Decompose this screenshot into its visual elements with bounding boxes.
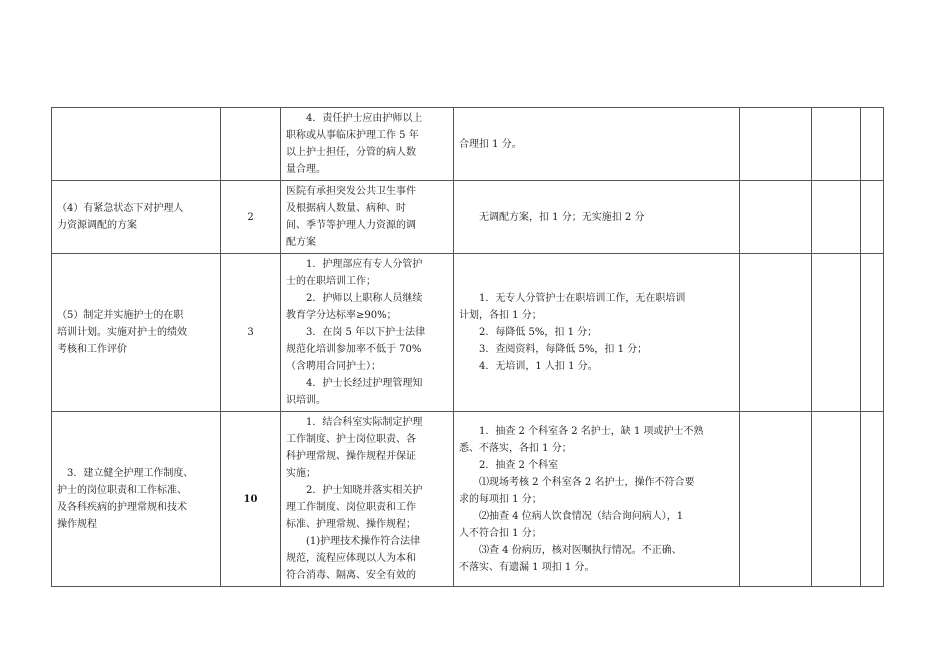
standard-line: 标准、护理常规、操作规程； xyxy=(286,519,416,530)
standard-line: 理工作制度、岗位职责和工作 xyxy=(286,502,416,513)
method-line: ⑶查 4 份病历，核对医嘱执行情况。不正确、 xyxy=(479,544,682,556)
table-row xyxy=(52,254,884,412)
standard-cell xyxy=(281,254,454,412)
method-line: 无调配方案，扣 1 分；无实施扣 2 分 xyxy=(479,211,645,223)
standard-line: 配方案 xyxy=(286,237,316,248)
standard-line: 间、季节等护理人力资源的调 xyxy=(286,220,416,231)
standard-line: 职称或从事临床护理工作 5 年 xyxy=(286,130,419,141)
evaluation-table xyxy=(51,107,884,587)
standard-line: 以上护士担任，分管的病人数 xyxy=(286,147,416,158)
standard-line: 4．护士长经过护理管理知 xyxy=(306,378,423,389)
method-line: 计划，各扣 1 分； xyxy=(459,310,542,321)
blank-cell xyxy=(740,181,812,254)
standard-line: (1)护理技术操作符合法律 xyxy=(306,536,421,547)
score-cell xyxy=(221,108,281,181)
item-line: 力资源调配的方案 xyxy=(57,220,137,231)
method-line: 2．抽查 2 个科室 xyxy=(479,459,559,471)
standard-line: 医院有承担突发公共卫生事件 xyxy=(286,186,416,197)
method-line: 悉、不落实，各扣 1 分； xyxy=(459,442,572,454)
item-cell xyxy=(52,254,221,412)
standard-line: 识培训。 xyxy=(286,395,326,406)
blank-cell xyxy=(861,412,884,587)
score-cell: 3 xyxy=(221,254,281,412)
method-line: 3．查阅资料，每降低 5%，扣 1 分； xyxy=(479,344,648,355)
standard-line: 3．在岗 5 年以下护士法律 xyxy=(306,327,426,338)
method-line: 2．每降低 5%，扣 1 分； xyxy=(479,327,598,338)
standard-line: 及根据病人数量、病种、时 xyxy=(286,203,406,214)
table-row xyxy=(52,412,884,587)
score-cell: 10 xyxy=(221,412,281,587)
method-line: 人不符合扣 1 分； xyxy=(459,527,542,539)
item-cell xyxy=(52,108,221,181)
method-cell xyxy=(454,254,740,412)
item-cell xyxy=(52,412,221,587)
method-line: ⑴现场考核 2 个科室各 2 名护士，操作不符合要 xyxy=(479,476,695,488)
standard-line: 1．结合科室实际制定护理 xyxy=(306,417,423,428)
blank-cell xyxy=(812,108,861,181)
blank-cell xyxy=(812,412,861,587)
item-line: 护士的岗位职责和工作标准、 xyxy=(57,485,187,496)
item-cell xyxy=(52,181,221,254)
table-row xyxy=(52,181,884,254)
item-line: 及各科疾病的护理常规和技术 xyxy=(57,502,187,513)
score-cell: 2 xyxy=(221,181,281,254)
standard-line: 士的在职培训工作； xyxy=(286,276,376,287)
standard-cell xyxy=(281,412,454,587)
method-line: 4．无培训，1 人扣 1 分。 xyxy=(479,361,598,372)
table-row xyxy=(52,108,884,181)
blank-cell xyxy=(861,181,884,254)
method-line: 1．无专人分管护士在职培训工作，无在职培训 xyxy=(479,293,686,304)
method-cell xyxy=(454,412,740,587)
standard-line: 规范化培训参加率不低于 70% xyxy=(286,344,422,355)
standard-line: 教育学分达标率≥90%； xyxy=(286,310,397,321)
standard-cell xyxy=(281,181,454,254)
blank-cell xyxy=(861,108,884,181)
blank-cell xyxy=(812,181,861,254)
method-line: 1．抽查 2 个科室各 2 名护士，缺 1 项或护士不熟 xyxy=(479,425,704,437)
method-line: 合理扣 1 分。 xyxy=(459,138,522,150)
item-line: 考核和工作评价 xyxy=(57,344,127,355)
item-line: 3．建立健全护理工作制度、 xyxy=(67,468,194,479)
method-line: 求的每项扣 1 分； xyxy=(459,493,542,505)
blank-cell xyxy=(812,254,861,412)
item-line: 培训计划。实施对护士的绩效 xyxy=(57,327,187,338)
standard-cell xyxy=(281,108,454,181)
standard-line: 量合理。 xyxy=(286,164,326,175)
item-line: （4）有紧急状态下对护理人 xyxy=(57,203,184,214)
item-line: 操作规程 xyxy=(57,519,97,530)
blank-cell xyxy=(740,412,812,587)
standard-line: 1．护理部应有专人分管护 xyxy=(306,259,423,270)
standard-line: （含聘用合同护士）； xyxy=(286,361,381,372)
blank-cell xyxy=(740,254,812,412)
blank-cell xyxy=(861,254,884,412)
standard-line: 科护理常规、操作规程并保证 xyxy=(286,451,416,462)
standard-line: 2．护师以上职称人员继续 xyxy=(306,293,423,304)
method-line: ⑵抽查 4 位病人饮食情况（结合询问病人），1 xyxy=(479,510,684,522)
blank-cell xyxy=(740,108,812,181)
standard-line: 规范，流程应体现以人为本和 xyxy=(286,553,416,564)
item-line: （5）制定并实施护士的在职 xyxy=(57,310,184,321)
standard-line: 实施； xyxy=(286,468,316,479)
method-cell xyxy=(454,181,740,254)
standard-line: 符合消毒、隔离、安全有效的 xyxy=(286,570,416,581)
standard-line: 4．责任护士应由护师以上 xyxy=(306,113,423,124)
method-cell xyxy=(454,108,740,181)
method-line: 不落实、有遗漏 1 项扣 1 分。 xyxy=(459,561,595,573)
standard-line: 2．护士知晓并落实相关护 xyxy=(306,485,423,496)
standard-line: 工作制度、护士岗位职责、各 xyxy=(286,434,416,445)
